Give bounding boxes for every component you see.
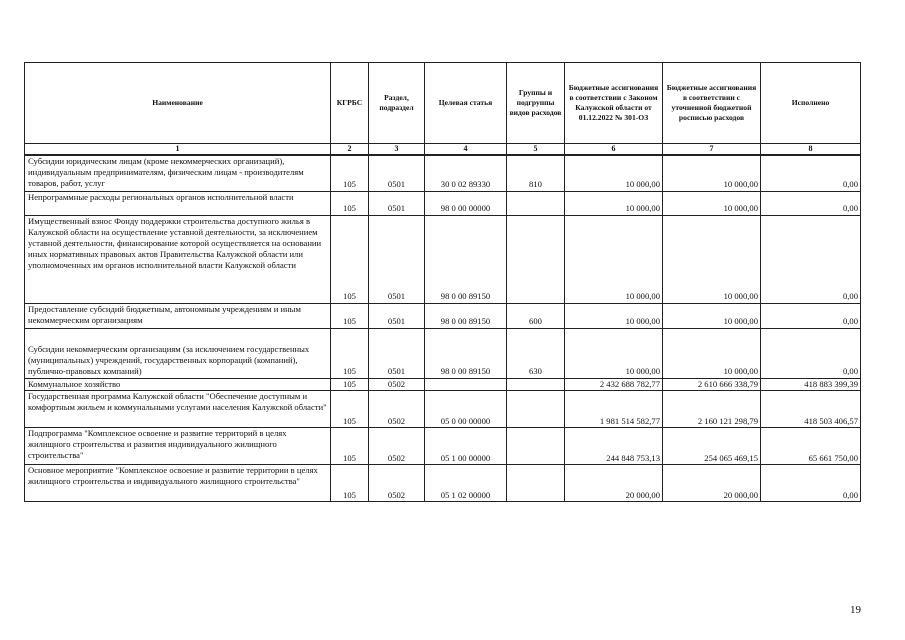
row-law-allocation: 244 848 753,13 bbox=[565, 427, 663, 464]
row-group bbox=[507, 427, 565, 464]
row-kgrbs: 105 bbox=[331, 427, 369, 464]
row-kgrbs: 105 bbox=[331, 390, 369, 427]
row-name: Имущественный взнос Фонду поддержки строительства доступного жилья в Калужской области на осуществление уставной деятельности, за исключением уставной деятельности, финансирование которой осуществляется на основании иных нормативных правовых актов Правительства Калужской области или уполномоченных им органов исполнительной власти Калужской области bbox=[25, 215, 331, 303]
col-number: 3 bbox=[369, 144, 425, 156]
row-law-allocation: 10 000,00 bbox=[565, 191, 663, 215]
row-executed: 418 883 399,39 bbox=[761, 378, 861, 390]
row-executed: 0,00 bbox=[761, 215, 861, 303]
col-number: 1 bbox=[25, 144, 331, 156]
row-refined-allocation: 10 000,00 bbox=[663, 155, 761, 191]
row-executed: 0,00 bbox=[761, 155, 861, 191]
row-executed: 418 503 406,57 bbox=[761, 390, 861, 427]
row-name: Основное мероприятие "Комплексное освоение и развитие территории в целях жилищного строительства и индивидуального жилищного строительства" bbox=[25, 464, 331, 501]
row-law-allocation: 10 000,00 bbox=[565, 215, 663, 303]
header-name: Наименование bbox=[25, 63, 331, 144]
table-row bbox=[25, 303, 861, 328]
row-target: 05 0 00 00000 bbox=[425, 390, 507, 427]
table-row bbox=[25, 427, 861, 464]
row-target: 05 1 02 00000 bbox=[425, 464, 507, 501]
row-target: 05 1 00 00000 bbox=[425, 427, 507, 464]
row-section: 0502 bbox=[369, 378, 425, 390]
budget-table bbox=[24, 62, 861, 502]
row-group bbox=[507, 464, 565, 501]
row-refined-allocation: 2 610 666 338,79 bbox=[663, 378, 761, 390]
col-number: 5 bbox=[507, 144, 565, 156]
row-executed: 0,00 bbox=[761, 303, 861, 328]
row-law-allocation: 2 432 688 782,77 bbox=[565, 378, 663, 390]
row-section: 0501 bbox=[369, 328, 425, 378]
row-law-allocation: 1 981 514 582,77 bbox=[565, 390, 663, 427]
header-row bbox=[25, 63, 861, 144]
row-group bbox=[507, 378, 565, 390]
row-group: 810 bbox=[507, 155, 565, 191]
table-row bbox=[25, 328, 861, 378]
row-target: 98 0 00 00000 bbox=[425, 191, 507, 215]
col-number: 7 bbox=[663, 144, 761, 156]
table-row bbox=[25, 378, 861, 390]
row-section: 0501 bbox=[369, 191, 425, 215]
header-law-allocations: Бюджетные ассигнования в соответствии с Законом Калужской области от 01.12.2022 № 301-ОЗ bbox=[565, 63, 663, 144]
row-law-allocation: 10 000,00 bbox=[565, 328, 663, 378]
header-section: Раздел, подраздел bbox=[369, 63, 425, 144]
row-kgrbs: 105 bbox=[331, 464, 369, 501]
header-kgrbs: КГРБС bbox=[331, 63, 369, 144]
row-kgrbs: 105 bbox=[331, 303, 369, 328]
row-target: 98 0 00 89150 bbox=[425, 215, 507, 303]
row-target: 98 0 00 89150 bbox=[425, 303, 507, 328]
row-refined-allocation: 10 000,00 bbox=[663, 191, 761, 215]
row-section: 0501 bbox=[369, 155, 425, 191]
col-number: 4 bbox=[425, 144, 507, 156]
row-refined-allocation: 10 000,00 bbox=[663, 328, 761, 378]
table-row bbox=[25, 215, 861, 303]
row-group bbox=[507, 390, 565, 427]
row-refined-allocation: 10 000,00 bbox=[663, 215, 761, 303]
col-number: 6 bbox=[565, 144, 663, 156]
row-law-allocation: 10 000,00 bbox=[565, 155, 663, 191]
row-section: 0501 bbox=[369, 215, 425, 303]
row-executed: 0,00 bbox=[761, 328, 861, 378]
row-kgrbs: 105 bbox=[331, 155, 369, 191]
header-groups: Группы и подгруппы видов расходов bbox=[507, 63, 565, 144]
row-name: Коммунальное хозяйство bbox=[25, 378, 331, 390]
page-number: 19 bbox=[850, 604, 861, 616]
row-name: Государственная программа Калужской области "Обеспечение доступным и комфортным жильем и коммунальными услугами населения Калужской области" bbox=[25, 390, 331, 427]
row-executed: 0,00 bbox=[761, 191, 861, 215]
row-kgrbs: 105 bbox=[331, 215, 369, 303]
table-row bbox=[25, 155, 861, 191]
col-number: 2 bbox=[331, 144, 369, 156]
row-name: Предоставление субсидий бюджетным, автономным учреждениям и иным некоммерческим организациям bbox=[25, 303, 331, 328]
row-refined-allocation: 254 065 469,15 bbox=[663, 427, 761, 464]
row-law-allocation: 10 000,00 bbox=[565, 303, 663, 328]
header-target: Целевая статья bbox=[425, 63, 507, 144]
row-name: Субсидии некоммерческим организациям (за исключением государственных (муниципальных) учреждений, государственных корпораций (компаний), публично-правовых компаний) bbox=[25, 328, 331, 378]
row-group: 600 bbox=[507, 303, 565, 328]
row-section: 0501 bbox=[369, 303, 425, 328]
col-number: 8 bbox=[761, 144, 861, 156]
row-name: Подпрограмма "Комплексное освоение и развитие территорий в целях жилищного строительства и развития индивидуального жилищного строительства" bbox=[25, 427, 331, 464]
row-executed: 0,00 bbox=[761, 464, 861, 501]
row-section: 0502 bbox=[369, 390, 425, 427]
row-executed: 65 661 750,00 bbox=[761, 427, 861, 464]
row-section: 0502 bbox=[369, 464, 425, 501]
row-section: 0502 bbox=[369, 427, 425, 464]
row-kgrbs: 105 bbox=[331, 328, 369, 378]
row-group bbox=[507, 215, 565, 303]
column-number-row bbox=[25, 144, 861, 156]
row-kgrbs: 105 bbox=[331, 378, 369, 390]
row-law-allocation: 20 000,00 bbox=[565, 464, 663, 501]
row-name: Непрограммные расходы региональных органов исполнительной власти bbox=[25, 191, 331, 215]
row-target: 30 0 02 89330 bbox=[425, 155, 507, 191]
row-group bbox=[507, 191, 565, 215]
row-kgrbs: 105 bbox=[331, 191, 369, 215]
table-row bbox=[25, 464, 861, 501]
header-executed: Исполнено bbox=[761, 63, 861, 144]
row-target: 98 0 00 89150 bbox=[425, 328, 507, 378]
row-group: 630 bbox=[507, 328, 565, 378]
row-refined-allocation: 20 000,00 bbox=[663, 464, 761, 501]
table-row bbox=[25, 390, 861, 427]
row-name: Субсидии юридическим лицам (кроме некоммерческих организаций), индивидуальным предпринимателям, физическим лицам - производителям товаров, работ, услуг bbox=[25, 155, 331, 191]
header-refined-allocations: Бюджетные ассигнования в соответствии с уточненной бюджетной росписью расходов bbox=[663, 63, 761, 144]
row-refined-allocation: 2 160 121 298,79 bbox=[663, 390, 761, 427]
row-refined-allocation: 10 000,00 bbox=[663, 303, 761, 328]
table-row bbox=[25, 191, 861, 215]
row-target bbox=[425, 378, 507, 390]
